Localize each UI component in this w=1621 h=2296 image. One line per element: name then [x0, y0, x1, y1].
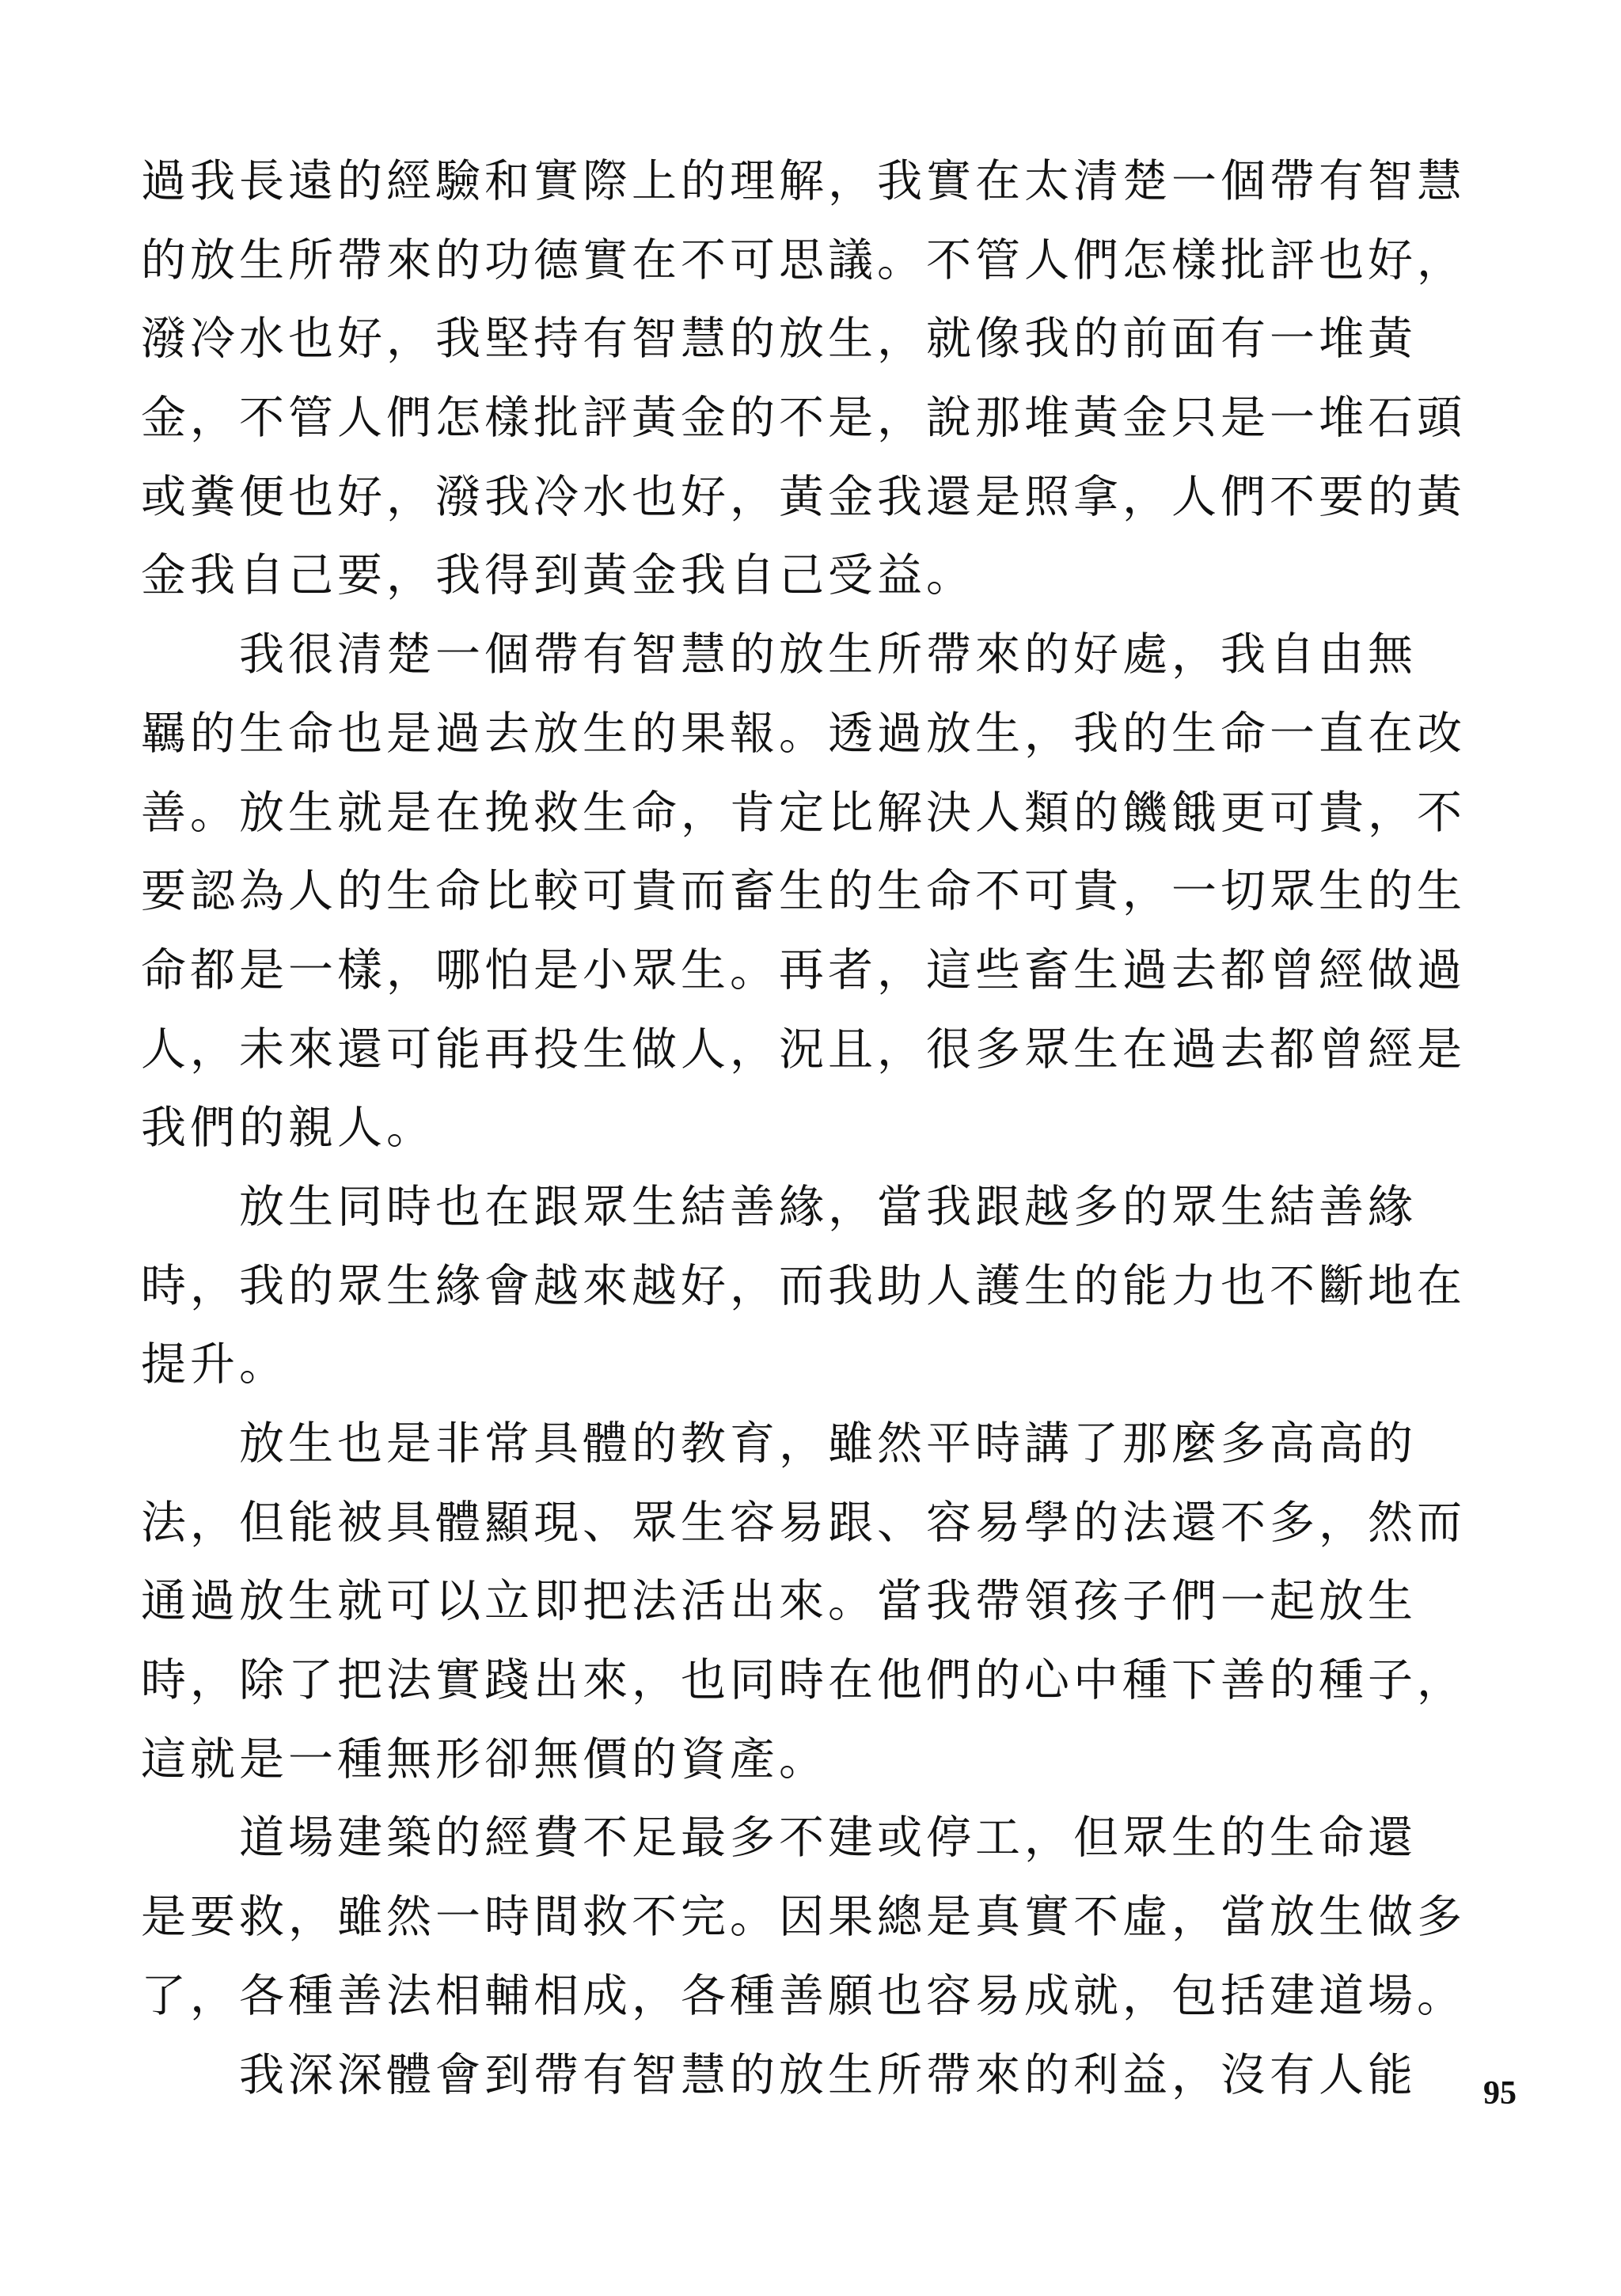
text-line: 潑冷水也好，我堅持有智慧的放生，就像我的前面有一堆黃 [141, 313, 1417, 366]
text-line: 或糞便也好，潑我冷水也好，黃金我還是照拿，人們不要的黃 [141, 470, 1466, 523]
text-line: 我們的親人。 [141, 1102, 435, 1155]
text-line: 人，未來還可能再投生做人，況且，很多眾生在過去都曾經是 [141, 1023, 1466, 1076]
text-line: 了，各種善法相輔相成，各種善願也容易成就，包括建道場。 [141, 1969, 1466, 2022]
text-line: 我很清楚一個帶有智慧的放生所帶來的好處，我自由無 [141, 628, 1417, 681]
text-line: 我深深體會到帶有智慧的放生所帶來的利益，沒有人能 [141, 2048, 1417, 2101]
text-line: 放生同時也在跟眾生結善緣，當我跟越多的眾生結善緣 [141, 1180, 1417, 1233]
text-line: 道場建築的經費不足最多不建或停工，但眾生的生命還 [141, 1812, 1417, 1865]
text-line: 羈的生命也是過去放生的果報。透過放生，我的生命一直在改 [141, 707, 1466, 760]
text-line: 的放生所帶來的功德實在不可思議。不管人們怎樣批評也好， [141, 233, 1466, 287]
text-line: 金我自己要，我得到黃金我自己受益。 [141, 549, 975, 602]
text-line: 放生也是非常具體的教育，雖然平時講了那麼多高高的 [141, 1417, 1417, 1470]
text-line: 時，除了把法實踐出來，也同時在他們的心中種下善的種子， [141, 1654, 1466, 1707]
text-line: 這就是一種無形卻無價的資產。 [141, 1732, 828, 1786]
text-line: 金，不管人們怎樣批評黃金的不是，說那堆黃金只是一堆石頭 [141, 392, 1466, 445]
text-line: 通過放生就可以立即把法活出來。當我帶領孩子們一起放生 [141, 1575, 1417, 1628]
text-line: 法，但能被具體顯現、眾生容易跟、容易學的法還不多，然而 [141, 1496, 1466, 1549]
text-line: 過我長遠的經驗和實際上的理解，我實在太清楚一個帶有智慧 [141, 155, 1466, 207]
text-line: 是要救，雖然一時間救不完。因果總是真實不虛，當放生做多 [141, 1891, 1466, 1944]
body-text [141, 142, 1486, 2115]
text-line: 善。放生就是在挽救生命，肯定比解決人類的饑餓更可貴，不 [141, 786, 1466, 839]
text-line: 提升。 [141, 1338, 288, 1391]
text-line: 命都是一樣，哪怕是小眾生。再者，這些畜生過去都曾經做過 [141, 943, 1466, 996]
text-line: 時，我的眾生緣會越來越好，而我助人護生的能力也不斷地在 [141, 1259, 1466, 1312]
page-number: 95 [1483, 2075, 1517, 2112]
text-line: 要認為人的生命比較可貴而畜生的生命不可貴，一切眾生的生 [141, 865, 1466, 918]
